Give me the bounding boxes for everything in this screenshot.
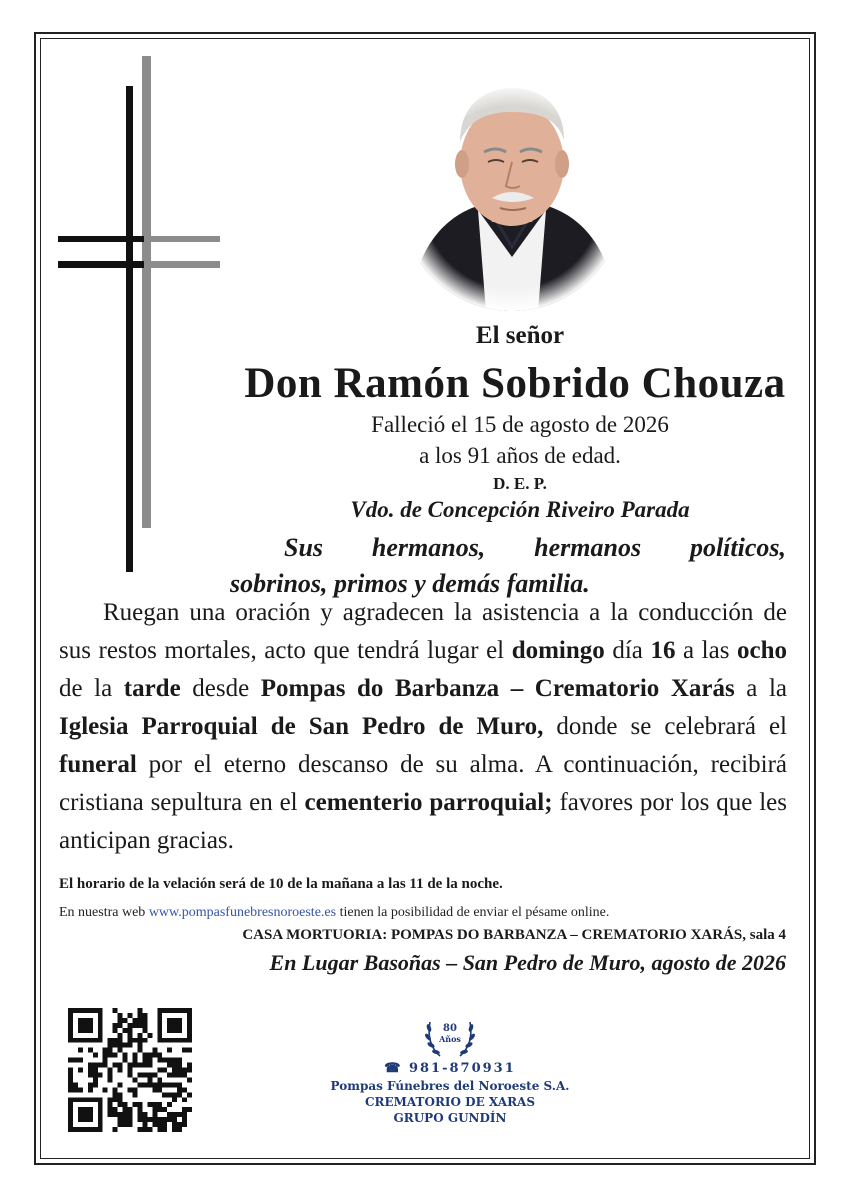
body-text: a la — [734, 675, 787, 702]
web-notice-text: tienen la posibilidad de enviar el pésame online. — [336, 905, 610, 920]
deceased-portrait — [398, 82, 626, 312]
death-date: Falleció el 15 de agosto de 2026 — [371, 412, 669, 437]
badge-number: 80 — [443, 1023, 457, 1034]
web-notice-text: En nuestra web — [59, 905, 149, 920]
vigil-hours: El horario de la velación será de 10 de la mañana a las 11 de la noche. — [59, 876, 503, 892]
widower-line: Vdo. de Concepción Riveiro Parada — [350, 497, 690, 522]
crematorio-name: CREMATORIO DE XARAS — [364, 1095, 536, 1109]
body-emphasis: Pompas do Barbanza – Crematorio Xarás — [260, 675, 735, 702]
body-emphasis: Iglesia Parroquial de San Pedro de Muro, — [59, 713, 544, 740]
cross-bar-black-bottom — [58, 261, 144, 268]
body-emphasis: domingo — [511, 637, 605, 664]
badge-word: Años — [439, 1034, 461, 1044]
age-line: a los 91 años de edad. — [419, 443, 621, 468]
body-text: de la — [59, 675, 124, 702]
phone-row — [300, 1060, 600, 1078]
family-block — [230, 530, 786, 602]
anniversary-wreath-icon — [420, 1008, 480, 1062]
body-emphasis: funeral — [59, 751, 137, 778]
funeral-home: CASA MORTUORIA: POMPAS DO BARBANZA – CREMATORIO XARÁS, sala 4 — [242, 927, 786, 943]
body-text: donde se celebrará el — [543, 713, 787, 740]
company-name: Pompas Fúnebres del Noroeste S.A. — [330, 1079, 570, 1093]
qr-code-icon[interactable] — [68, 1008, 192, 1132]
group-name: GRUPO GUNDÍN — [393, 1111, 507, 1125]
body-emphasis: tarde — [123, 675, 181, 702]
cross-vertical-gray — [142, 56, 151, 528]
ceremony-paragraph — [59, 594, 787, 860]
body-text: Ruegan una oración y agradecen la asistencia a la conducción de sus restos mortales, acto que tendrá lugar el — [59, 599, 787, 664]
cross-vertical-black — [126, 86, 133, 572]
family-line-1: Sus hermanos, hermanos políticos, — [284, 533, 786, 562]
phone-icon: ☎ — [384, 1061, 403, 1076]
body-emphasis: cementerio parroquial; — [304, 789, 553, 816]
rip-label: D. E. P. — [493, 474, 547, 493]
web-notice — [59, 905, 609, 921]
deceased-name: Don Ramón Sobrido Chouza — [244, 360, 786, 407]
body-text: a las — [675, 637, 737, 664]
place-date: En Lugar Basoñas – San Pedro de Muro, agosto de 2026 — [269, 950, 786, 975]
phone-number[interactable]: 981-870931 — [408, 1061, 516, 1076]
family-line-2: sobrinos, primos y demás familia. — [230, 569, 590, 598]
cross-bar-gray-bottom — [142, 261, 220, 268]
cross-bar-black-top — [58, 236, 144, 242]
company-logo — [300, 1060, 600, 1126]
body-text: día — [604, 637, 651, 664]
website-link[interactable]: www.pompasfunebresnoroeste.es — [148, 905, 337, 920]
body-text: desde — [180, 675, 261, 702]
intro-label: El señor — [475, 322, 565, 349]
body-emphasis: ocho — [737, 637, 787, 664]
body-text: por el eterno descanso de su alma. A continuación, recibirá cristiana sepultura en el — [59, 751, 787, 816]
body-emphasis: 16 — [650, 637, 676, 664]
body-text: favores por los que les anticipan gracias. — [59, 789, 787, 854]
cross-bar-gray-top — [142, 236, 220, 242]
